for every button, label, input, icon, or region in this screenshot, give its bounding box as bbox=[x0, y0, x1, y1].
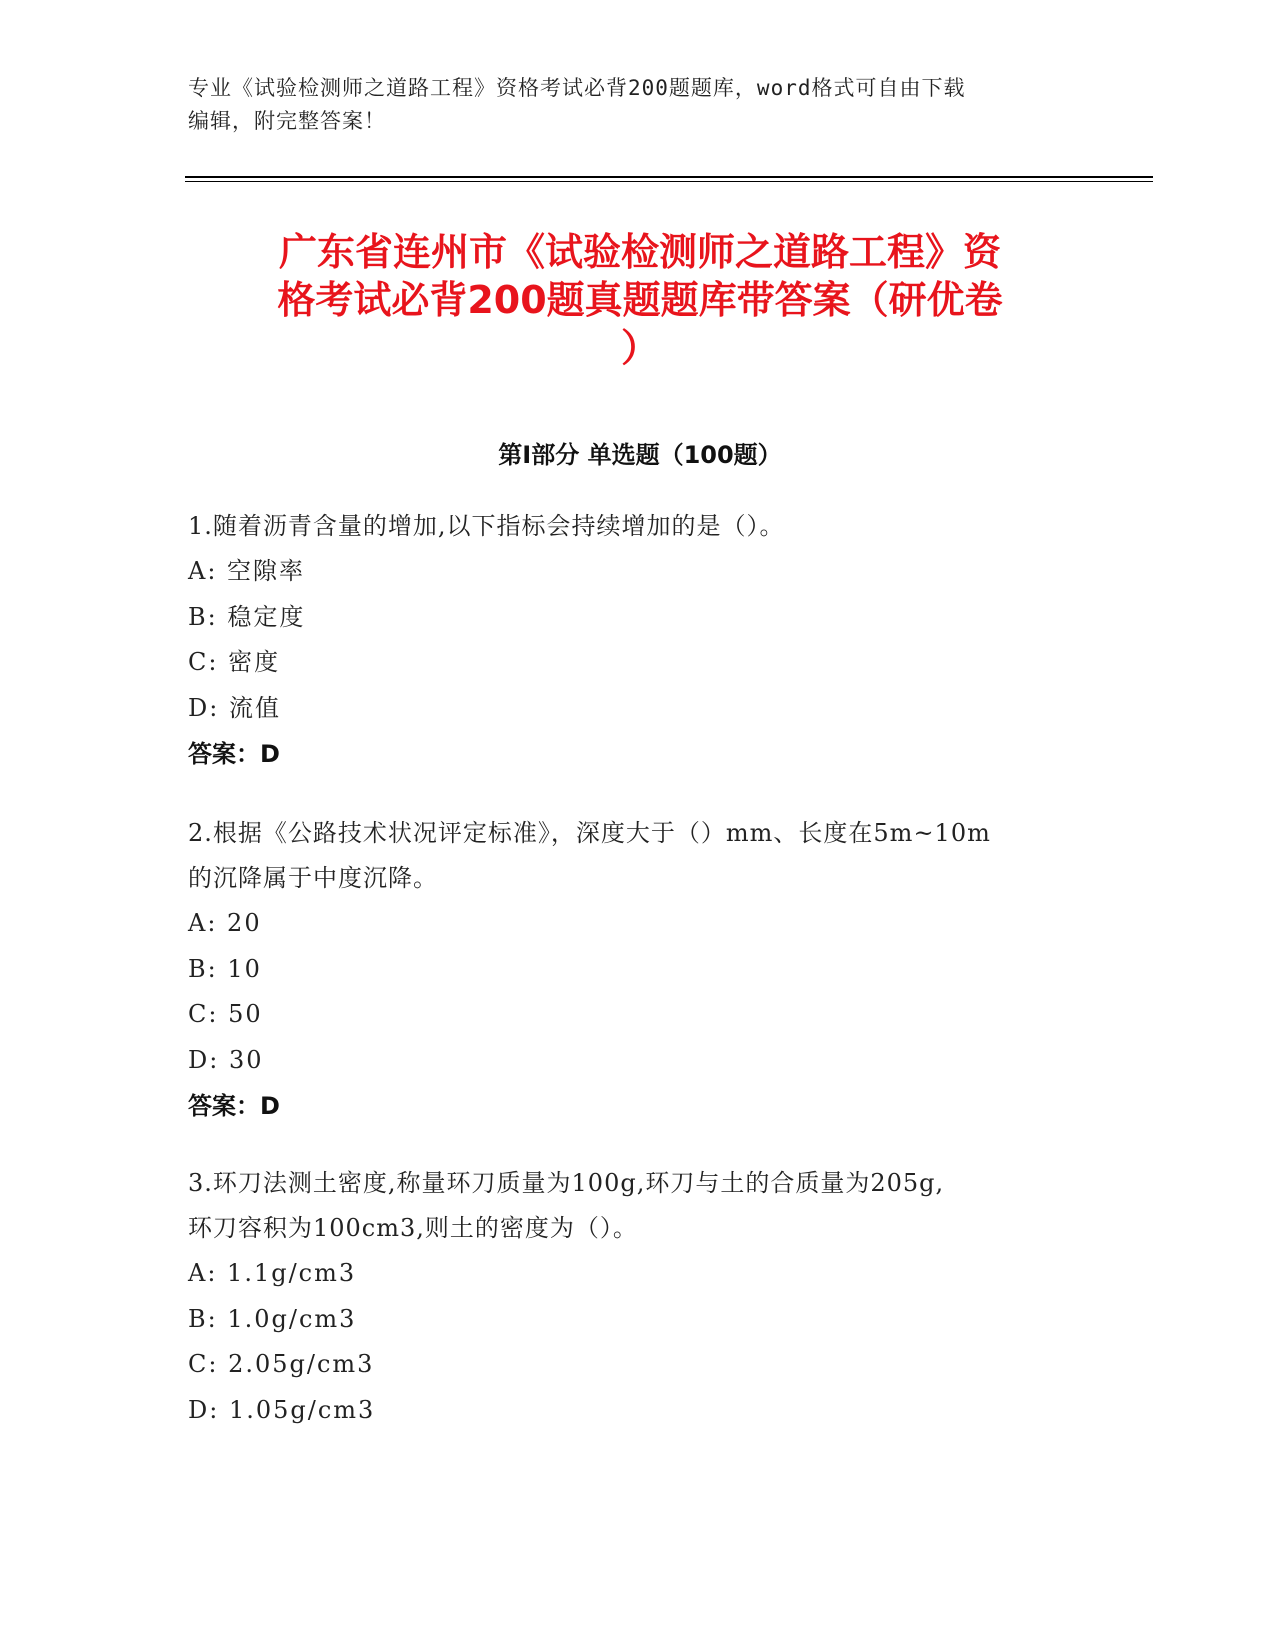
option-a: A: 空隙率 bbox=[188, 557, 306, 585]
header-line-2: 编辑，附完整答案！ bbox=[188, 109, 386, 133]
section-heading: 第Ⅰ部分 单选题（100题） bbox=[498, 441, 782, 469]
option-a: A: 1.1g/cm3 bbox=[188, 1259, 357, 1287]
option-c: C: 2.05g/cm3 bbox=[188, 1350, 375, 1378]
title-line-1: 广东省连州市《试验检测师之道路工程》资 bbox=[278, 230, 1001, 274]
answer: 答案：D bbox=[188, 740, 280, 768]
question-2 bbox=[188, 811, 1088, 1129]
option-c: C: 密度 bbox=[188, 648, 281, 676]
option-b: B: 1.0g/cm3 bbox=[188, 1304, 357, 1333]
document-title bbox=[190, 228, 1090, 372]
option-c: C: 50 bbox=[188, 1000, 263, 1028]
option-a: A: 20 bbox=[188, 909, 262, 937]
title-line-2: 格考试必背200题真题题库带答案（研优卷 bbox=[277, 278, 1003, 322]
question-stem: 3.环刀法测土密度,称量环刀质量为100g,环刀与土的合质量为205g, bbox=[188, 1169, 945, 1197]
question-stem: 1.随着沥青含量的增加,以下指标会持续增加的是（）。 bbox=[188, 512, 785, 540]
header-divider-thin bbox=[185, 181, 1153, 182]
header-line-1: 专业《试验检测师之道路工程》资格考试必背200题题库，word格式可自由下载 bbox=[188, 76, 966, 100]
question-stem-continued: 的沉降属于中度沉降。 bbox=[188, 864, 438, 892]
document-header bbox=[188, 72, 1088, 138]
question-1 bbox=[188, 504, 1088, 777]
answer: 答案：D bbox=[188, 1092, 280, 1120]
question-stem: 2.根据《公路技术状况评定标准》，深度大于（）mm、长度在5m~10m bbox=[188, 819, 991, 847]
question-3 bbox=[188, 1161, 1088, 1433]
option-d: D: 30 bbox=[188, 1045, 264, 1074]
option-d: D: 1.05g/cm3 bbox=[188, 1395, 376, 1424]
question-stem-continued: 环刀容积为100cm3,则土的密度为（）。 bbox=[188, 1214, 638, 1242]
header-divider-thick bbox=[185, 176, 1153, 178]
title-line-3: ） bbox=[620, 326, 659, 370]
option-b: B: 10 bbox=[188, 954, 262, 983]
option-b: B: 稳定度 bbox=[188, 602, 306, 631]
option-d: D: 流值 bbox=[188, 693, 281, 722]
